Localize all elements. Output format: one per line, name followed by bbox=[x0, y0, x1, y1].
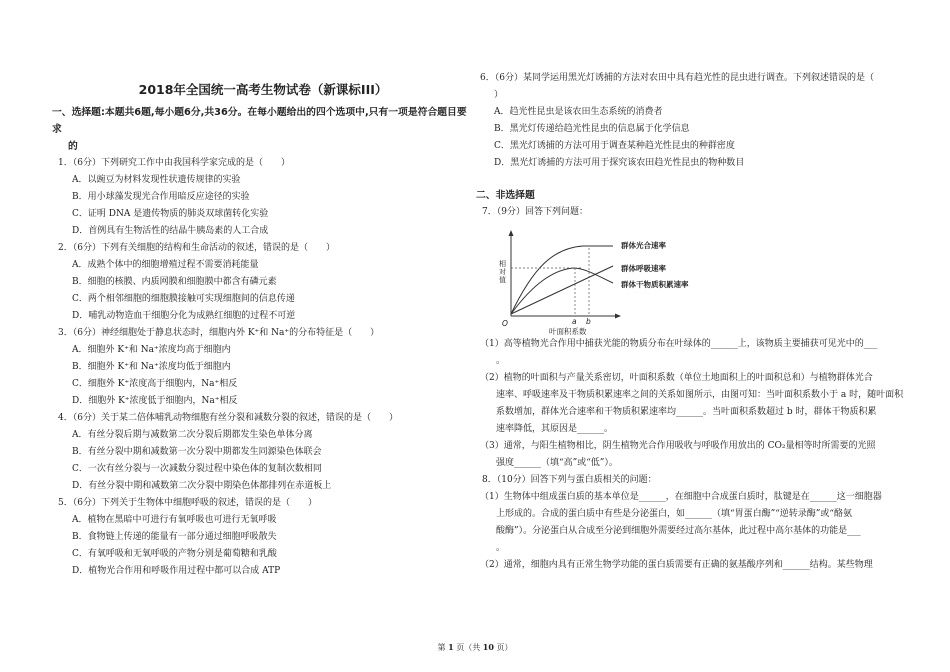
section1-heading-cont: 的 bbox=[68, 141, 78, 152]
question-5 bbox=[58, 495, 468, 580]
x-axis-arrow bbox=[615, 314, 621, 319]
left-column bbox=[52, 104, 468, 580]
paragraph-line: （2）通常，细胞内具有正常生物学功能的蛋白质需要有正确的氨基酸序列和______结构。某些物理 bbox=[480, 560, 873, 570]
option-c: C．有氧呼吸和无氧呼吸的产物分别是葡萄糖和乳酸 bbox=[72, 549, 277, 559]
y-axis-label: 相对值 bbox=[499, 260, 506, 284]
footer-text: 页） bbox=[493, 643, 513, 652]
q7-part3 bbox=[480, 438, 900, 472]
footer-text: 第 bbox=[437, 643, 449, 652]
option-d: D．首例具有生物活性的结晶牛胰岛素的人工合成 bbox=[72, 226, 269, 236]
legend-photosynthesis: 群体光合速率 bbox=[621, 241, 666, 250]
question-stem: 4．（6分）关于某二倍体哺乳动物细胞有丝分裂和减数分裂的叙述，错误的是（ ） bbox=[58, 413, 398, 423]
paragraph-line: 酸酶”）。分泌蛋白从合成至分泌到细胞外需要经过高尔基体，此过程中高尔基体的功能是___ bbox=[496, 526, 861, 536]
paragraph-line: 系数增加，群体光合速率和干物质积累速率均______。当叶面积系数超过 b 时，群体干物质积累 bbox=[496, 407, 877, 417]
y-axis-arrow bbox=[509, 230, 514, 236]
q8-stem: 8．（10分）回答下列与蛋白质相关的问题： bbox=[482, 475, 657, 485]
option-b: B．食物链上传递的能量有一部分通过细胞呼吸散失 bbox=[72, 532, 277, 542]
q8-part1 bbox=[480, 489, 900, 557]
q7-part1 bbox=[480, 336, 900, 370]
paragraph-line: （2）植物的叶面积与产量关系密切，叶面积系数（单位土地面积上的叶面积总和）与植物群体光合 bbox=[480, 373, 873, 383]
series-respiration bbox=[511, 266, 613, 314]
option-a: A．以豌豆为材料发现性状遗传规律的实验 bbox=[72, 175, 241, 185]
question-stem-cont: ） bbox=[494, 90, 504, 100]
paragraph-line: （1）高等植物光合作用中捕获光能的物质分布在叶绿体的______上，该物质主要捕获可见光中的___ bbox=[480, 339, 878, 349]
option-a: A．植物在黑暗中可进行有氧呼吸也可进行无氧呼吸 bbox=[72, 515, 277, 525]
question-4 bbox=[58, 410, 468, 495]
x-axis-label: 叶面积系数 bbox=[549, 327, 587, 336]
option-d: D．黑光灯诱捕的方法可用于探究该农田趋光性昆虫的物种数目 bbox=[494, 158, 745, 168]
legend-respiration: 群体呼吸速率 bbox=[621, 264, 666, 273]
section1-heading: 一、选择题:本题共6题,每小题6分,共36分。在每小题给出的四个选项中,只有一项是符合题目要求 bbox=[52, 107, 467, 135]
option-d: D．细胞外 K⁺浓度低于细胞内，Na⁺相反 bbox=[72, 396, 238, 406]
right-column-top bbox=[476, 70, 900, 221]
paragraph-line: 上形成的。合成的蛋白质中有些是分泌蛋白，如______（填“胃蛋白酶”“逆转录酶”或“酪氨 bbox=[496, 509, 853, 519]
paragraph-line: 速率、呼吸速率及干物质积累速率之间的关系如图所示，由图可知：当叶面积系数小于 a 时，随叶面积 bbox=[496, 390, 904, 400]
option-a: A．有丝分裂后期与减数第二次分裂后期都发生染色单体分离 bbox=[72, 430, 313, 440]
option-c: C．证明 DNA 是遗传物质的肺炎双球菌转化实验 bbox=[72, 209, 269, 219]
question-2 bbox=[58, 240, 468, 325]
paragraph-line: 速率降低，其原因是______。 bbox=[496, 424, 614, 434]
page-number: 1 bbox=[448, 642, 454, 652]
option-b: B．细胞外 K⁺和 Na⁺浓度均低于细胞内 bbox=[72, 362, 231, 372]
option-d: D．有丝分裂中期和减数第二次分裂中期染色体都排列在赤道板上 bbox=[72, 481, 332, 491]
series-photosynthesis bbox=[511, 246, 613, 314]
question-stem: 1．（6分）下列研究工作中由我国科学家完成的是（ ） bbox=[58, 158, 290, 168]
question-6 bbox=[480, 70, 900, 172]
paragraph-line: （1）生物体中组成蛋白质的基本单位是______，在细胞中合成蛋白质时，肽键是在______这一细胞器 bbox=[480, 492, 882, 502]
q7-stem: 7．（9分）回答下列问题： bbox=[482, 207, 588, 217]
tick-b: b bbox=[586, 317, 591, 326]
right-column-bottom bbox=[480, 336, 904, 574]
question-stem: 2．（6分）下列有关细胞的结构和生命活动的叙述，错误的是（ ） bbox=[58, 243, 335, 253]
q7-figure bbox=[493, 228, 713, 338]
q7-part2 bbox=[480, 370, 904, 438]
section2-heading: 二、非选择题 bbox=[476, 190, 535, 201]
question-1 bbox=[58, 155, 468, 240]
option-c: C．细胞外 K⁺浓度高于细胞内，Na⁺相反 bbox=[72, 379, 238, 389]
question-stem: 6．（6分）某同学运用黑光灯诱捕的方法对农田中具有趋光性的昆虫进行调查。下列叙述错误的是（ bbox=[480, 73, 874, 83]
option-b: B．有丝分裂中期和减数第一次分裂中期都发生同源染色体联会 bbox=[72, 447, 322, 457]
option-c: C．一次有丝分裂与一次减数分裂过程中染色体的复制次数相同 bbox=[72, 464, 322, 474]
paragraph-line: 强度______（填“高”或“低”）。 bbox=[496, 458, 618, 468]
page-footer bbox=[0, 642, 950, 653]
option-a: A．趋光性昆虫是该农田生态系统的消费者 bbox=[494, 107, 663, 117]
question-3 bbox=[58, 325, 468, 410]
option-b: B．用小球藻发现光合作用暗反应途径的实验 bbox=[72, 192, 250, 202]
option-d: D．植物光合作用和呼吸作用过程中都可以合成 ATP bbox=[72, 566, 281, 576]
exam-title: 2018年全国统一高考生物试卷（新课标III） bbox=[138, 82, 388, 97]
question-stem: 3．（6分）神经细胞处于静息状态时，细胞内外 K⁺和 Na⁺的分布特征是（ ） bbox=[58, 328, 380, 338]
option-a: A．成熟个体中的细胞增殖过程不需要消耗能量 bbox=[72, 260, 259, 270]
origin-label: O bbox=[502, 319, 508, 328]
option-c: C．两个相邻细胞的细胞膜接触可实现细胞间的信息传递 bbox=[72, 294, 295, 304]
paragraph-line: （3）通常，与阳生植物相比，阴生植物光合作用吸收与呼吸作用放出的 CO₂量相等时所需要的光照 bbox=[480, 441, 876, 451]
footer-text: 页（共 bbox=[453, 643, 483, 652]
paragraph-line: 。 bbox=[496, 356, 506, 366]
option-b: B．细胞的核膜、内质网膜和细胞膜中都含有磷元素 bbox=[72, 277, 277, 287]
q8-part2 bbox=[480, 557, 900, 574]
option-d: D．哺乳动物造血干细胞分化为成熟红细胞的过程不可逆 bbox=[72, 311, 296, 321]
option-c: C．黑光灯诱捕的方法可用于调查某种趋光性昆虫的种群密度 bbox=[494, 141, 735, 151]
page-total: 10 bbox=[482, 642, 494, 652]
question-stem: 5．（6分）下列关于生物体中细胞呼吸的叙述，错误的是（ ） bbox=[58, 498, 317, 508]
tick-a: a bbox=[572, 317, 577, 326]
option-b: B．黑光灯传递给趋光性昆虫的信息属于化学信息 bbox=[494, 124, 690, 134]
paragraph-line: 。 bbox=[496, 543, 506, 553]
option-a: A．细胞外 K⁺和 Na⁺浓度均高于细胞内 bbox=[72, 345, 231, 355]
legend-dry-matter: 群体干物质积累速率 bbox=[621, 280, 689, 289]
